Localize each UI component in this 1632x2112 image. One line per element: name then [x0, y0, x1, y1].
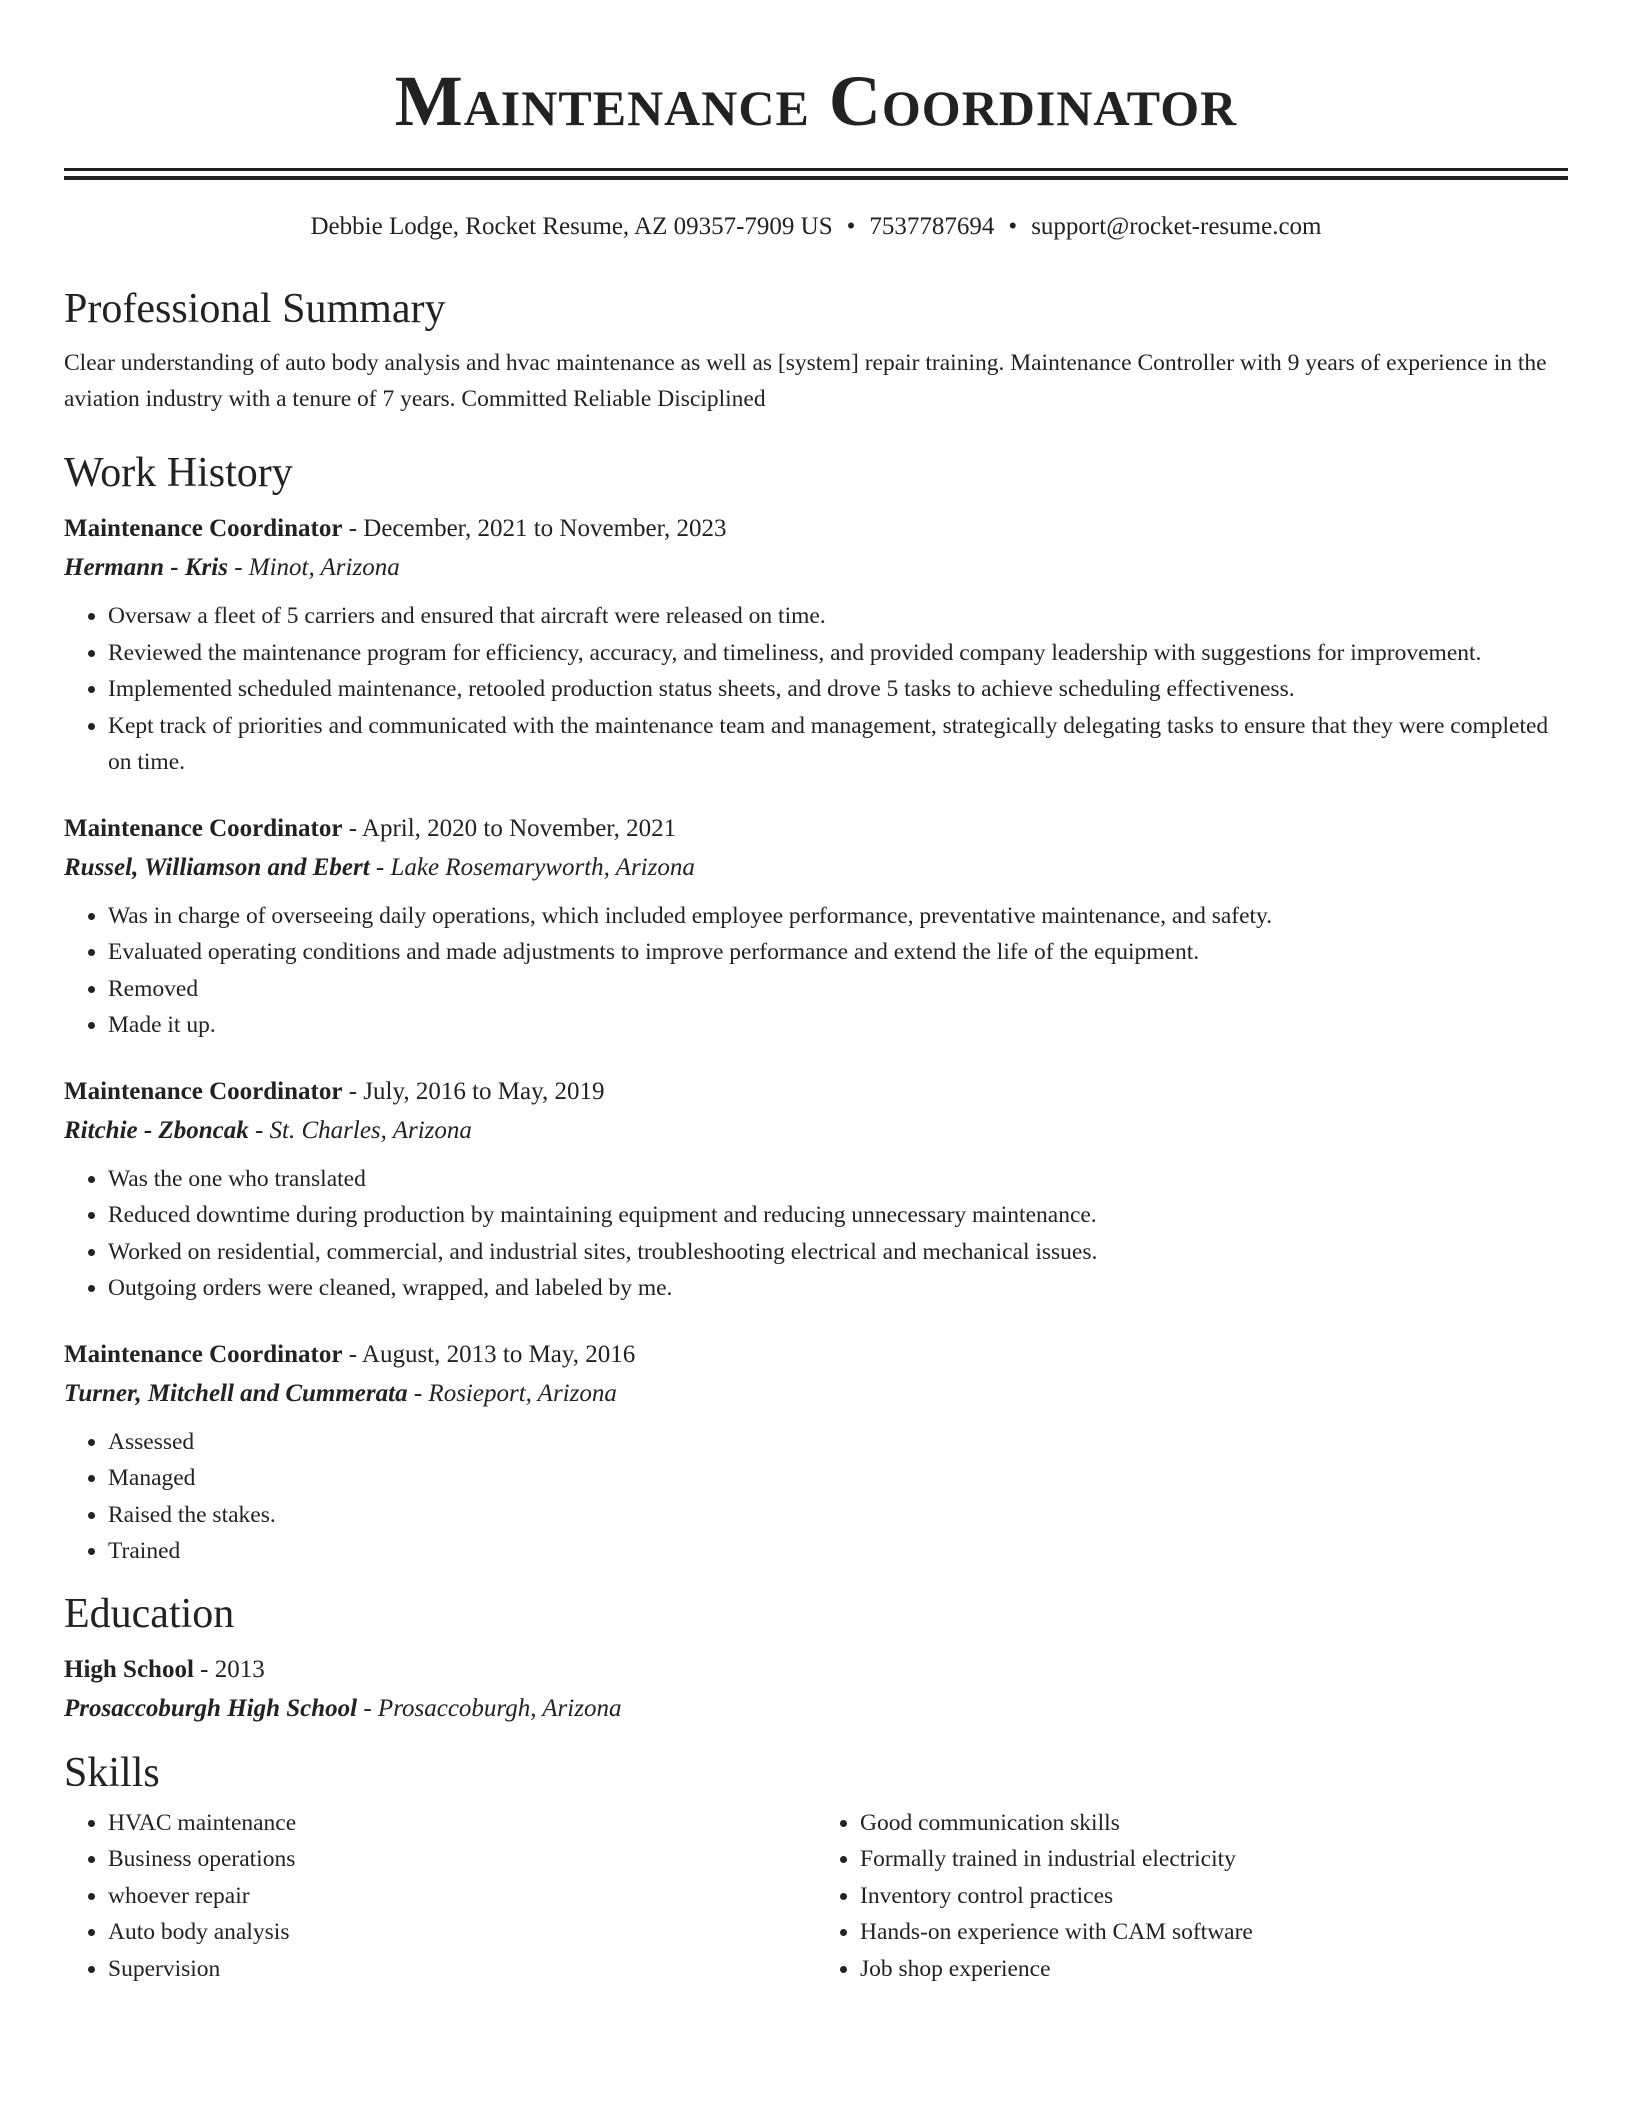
list-item: • Outgoing orders were cleaned, wrapped, and labeled by me.: [108, 1270, 1568, 1307]
section-heading-skills: Skills: [64, 1749, 160, 1796]
skill-item: • whoever repair: [108, 1878, 816, 1915]
list-item: • Was in charge of overseeing daily operations, which included employee performance, preventative maintenance, and safety.: [108, 898, 1568, 935]
section-heading-work-history: Work History: [64, 450, 293, 496]
job-dates: - April, 2020 to November, 2021: [342, 814, 677, 842]
job-dates: - August, 2013 to May, 2016: [342, 1340, 636, 1368]
summary-text: Clear understanding of auto body analysis and hvac maintenance as well as [system] repair training. Maintenance Controller with 9 years of experience in the aviation industry with a tenure of 7 years. Committed Reliable Disciplined: [64, 350, 1547, 412]
skills-list-right: [816, 1805, 1568, 1988]
list-item: • Assessed: [108, 1424, 1568, 1461]
job-location: - St. Charles, Arizona: [248, 1116, 472, 1144]
job-title: Maintenance Coordinator: [64, 814, 343, 842]
contact-phone: 7537787694: [869, 213, 995, 240]
summary-section: [64, 283, 1568, 417]
contact-separator: •: [1008, 213, 1018, 240]
job-company: Ritchie - Zboncak: [64, 1116, 249, 1144]
skill-item: • Inventory control practices: [860, 1878, 1568, 1915]
contact-separator: •: [846, 213, 856, 240]
job-company: Russel, Williamson and Ebert: [64, 853, 370, 881]
skills-grid: [64, 1805, 1568, 1988]
education-section: [64, 1588, 1568, 1727]
list-item: • Implemented scheduled maintenance, retooled production status sheets, and drove 5 tasks to achieve scheduling effectiveness.: [108, 671, 1568, 708]
job-bullets: [64, 1161, 1568, 1307]
skill-item: • Auto body analysis: [108, 1914, 816, 1951]
skill-item: • Formally trained in industrial electricity: [860, 1841, 1568, 1878]
list-item: • Worked on residential, commercial, and industrial sites, troubleshooting electrical and mechanical issues.: [108, 1234, 1568, 1271]
skill-item: • Hands-on experience with CAM software: [860, 1914, 1568, 1951]
job-entry: [64, 1074, 1568, 1307]
page-title: Maintenance Coordinator: [394, 61, 1238, 141]
section-heading-education: Education: [64, 1590, 235, 1637]
job-title: Maintenance Coordinator: [64, 1077, 343, 1105]
job-location: - Rosieport, Arizona: [407, 1379, 617, 1407]
contact-email: support@rocket-resume.com: [1031, 213, 1322, 240]
education-school: Prosaccoburgh High School: [64, 1694, 358, 1722]
job-company: Hermann - Kris: [64, 554, 228, 581]
job-title: Maintenance Coordinator: [64, 1340, 343, 1368]
title-divider: [64, 168, 1568, 180]
skills-section: [64, 1747, 1568, 1988]
list-item: • Was the one who translated: [108, 1161, 1568, 1198]
job-dates: - July, 2016 to May, 2019: [342, 1077, 605, 1105]
list-item: • Raised the stakes.: [108, 1497, 1568, 1534]
education-location: - Prosaccoburgh, Arizona: [357, 1694, 622, 1722]
list-item: • Managed: [108, 1460, 1568, 1497]
skill-item: • Supervision: [108, 1951, 816, 1988]
job-company: Turner, Mitchell and Cummerata: [64, 1379, 408, 1407]
list-item: • Made it up.: [108, 1007, 1568, 1044]
list-item: • Removed: [108, 971, 1568, 1008]
contact-line: [64, 210, 1568, 244]
list-item: • Kept track of priorities and communicated with the maintenance team and management, strategically delegating tasks to ensure that they were completed on time.: [108, 708, 1568, 781]
job-location: - Minot, Arizona: [227, 554, 400, 581]
list-item: • Oversaw a fleet of 5 carriers and ensured that aircraft were released on time.: [108, 598, 1568, 635]
section-heading-summary: Professional Summary: [64, 286, 446, 332]
skill-item: • Business operations: [108, 1841, 816, 1878]
job-location: - Lake Rosemaryworth, Arizona: [369, 853, 695, 881]
education-degree: High School: [64, 1655, 194, 1683]
skill-item: • Good communication skills: [860, 1805, 1568, 1842]
education-year: - 2013: [193, 1655, 265, 1683]
list-item: • Trained: [108, 1533, 1568, 1570]
work-history-section: [64, 447, 1568, 1570]
job-title: Maintenance Coordinator: [64, 515, 343, 542]
job-bullets: [64, 598, 1568, 781]
list-item: • Reviewed the maintenance program for efficiency, accuracy, and timeliness, and provided company leadership with suggestions for improvement.: [108, 635, 1568, 672]
list-item: • Evaluated operating conditions and made adjustments to improve performance and extend the life of the equipment.: [108, 934, 1568, 971]
job-entry: [64, 811, 1568, 1044]
skills-list-left: [64, 1805, 816, 1988]
job-entry: [64, 1337, 1568, 1570]
skill-item: • Job shop experience: [860, 1951, 1568, 1988]
job-bullets: [64, 898, 1568, 1044]
job-bullets: [64, 1424, 1568, 1570]
list-item: • Reduced downtime during production by maintaining equipment and reducing unnecessary maintenance.: [108, 1197, 1568, 1234]
contact-address: Debbie Lodge, Rocket Resume, AZ 09357-7909 US: [310, 213, 833, 240]
job-entry: [64, 511, 1568, 781]
job-dates: - December, 2021 to November, 2023: [342, 515, 727, 542]
skill-item: • HVAC maintenance: [108, 1805, 816, 1842]
